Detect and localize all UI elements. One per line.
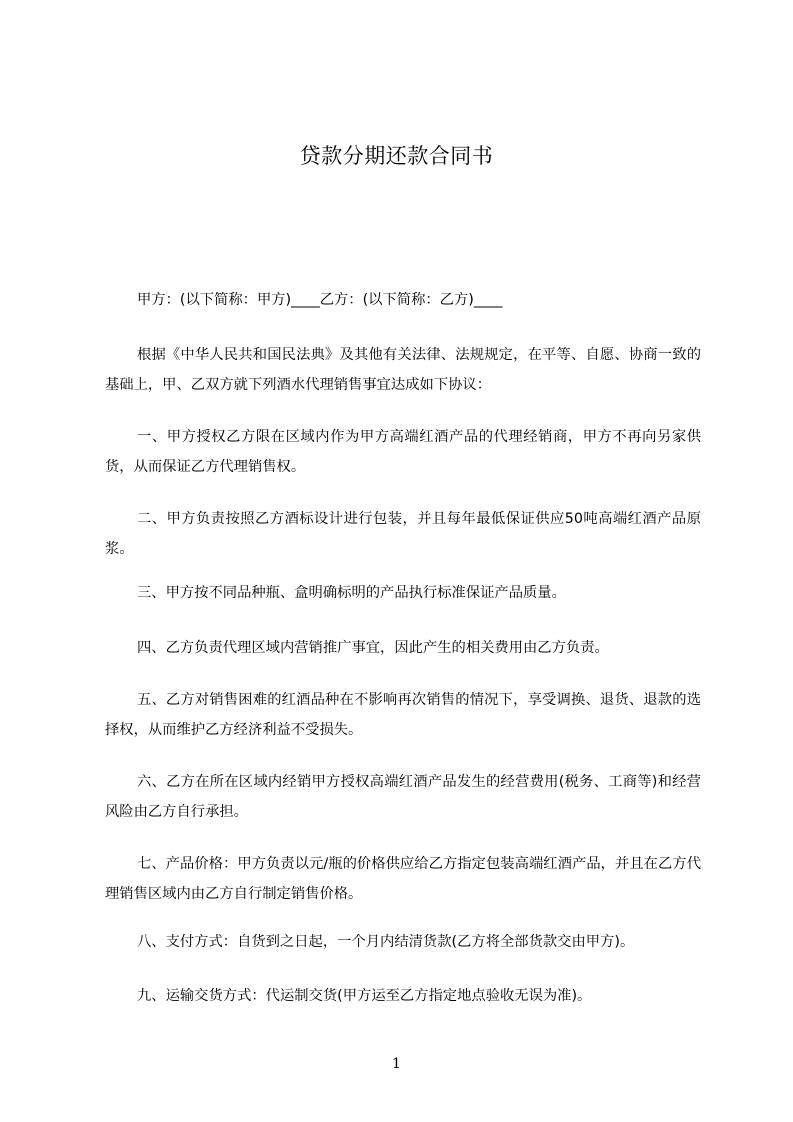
clause-1: 一、甲方授权乙方限在区域内作为甲方高端红酒产品的代理经销商，甲方不再向另家供货，从而保证乙方代理销售权。 bbox=[105, 429, 701, 475]
clause-4: 四、乙方负责代理区域内营销推广事宜，因此产生的相关费用由乙方负责。 bbox=[137, 640, 609, 656]
clause-2: 二、甲方负责按照乙方酒标设计进行包装，并且每年最低保证供应50吨高端红酒产品原浆。 bbox=[105, 511, 701, 557]
clause-5: 五、乙方对销售困难的红酒品种在不影响再次销售的情况下，享受调换、退货、退款的选择权，从而维护乙方经济利益不受损失。 bbox=[105, 692, 701, 738]
parties-line: 甲方：(以下简称：甲方)____乙方：(以下简称：乙方)____ bbox=[137, 292, 503, 308]
document-title: 贷款分期还款合同书 bbox=[299, 144, 494, 168]
page-number: 1 bbox=[392, 1056, 401, 1072]
clause-9: 九、运输交货方式：代运制交货(甲方运至乙方指定地点验收无误为准)。 bbox=[137, 988, 592, 1004]
clause-6: 六、乙方在所在区域内经销甲方授权高端红酒产品发生的经营费用(税务、工商等)和经营风险由乙方自行承担。 bbox=[105, 774, 701, 820]
clause-3: 三、甲方按不同品种瓶、盒明确标明的产品执行标准保证产品质量。 bbox=[137, 585, 566, 601]
clause-8: 八、支付方式：自货到之日起，一个月内结清货款(乙方将全部货款交由甲方)。 bbox=[137, 934, 635, 950]
clause-7: 七、产品价格：甲方负责以元/瓶的价格供应给乙方指定包装高端红酒产品，并且在乙方代理销售区域内由乙方自行制定销售价格。 bbox=[105, 856, 701, 902]
intro-paragraph: 根据《中华人民共和国民法典》及其他有关法律、法规规定，在平等、自愿、协商一致的基础上，甲、乙双方就下列酒水代理销售事宜达成如下协议： bbox=[105, 347, 701, 393]
